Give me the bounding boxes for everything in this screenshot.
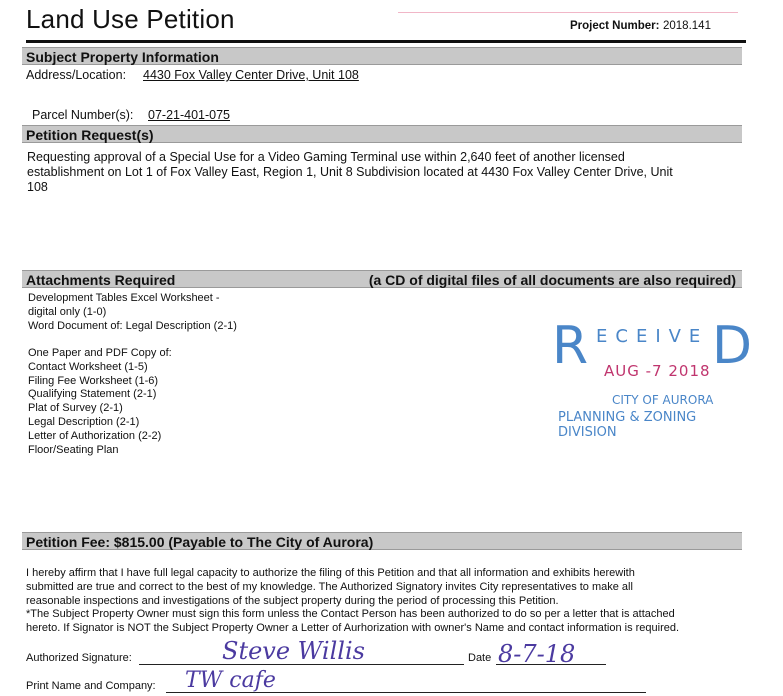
section-heading: Petition Request(s) [26,127,154,143]
list-item: One Paper and PDF Copy of: [28,347,172,359]
parcel-value: 07-21-401-075 [148,108,231,122]
text-line: hereto. If Signator is NOT the Subject Property Owner a Letter of Aurhorization with owner's Name and contact information is required. [26,622,680,635]
top-decorative-line [398,12,738,13]
text-line: reasonable inspections and investigations of the subject property during the period of processing this Petition. [26,594,559,607]
affirmation-text [26,567,679,636]
section-petition-fee [22,532,742,550]
stamp-letter-r: R [552,316,589,376]
list-item: Contact Worksheet (1-5) [28,360,148,373]
stamp-middle-text: ECEIVE [596,326,709,347]
list-item: Letter of Authorization (2-2) [28,429,162,442]
project-number-value: 2018.141 [663,20,711,32]
text-line: submitted are true and correct to the best of my knowledge. The Authorized Signatory invites City representatives to make all [26,580,633,593]
list-item: Plat of Survey (2-1) [28,402,123,415]
address-value: 4430 Fox Valley Center Drive, Unit 108 [143,68,359,82]
section-subject-property [22,47,742,65]
date-label: Date [468,652,492,664]
print-name-label: Print Name and Company: [26,680,156,692]
stamp-letter-d: D [712,316,753,376]
text-line: establishment on Lot 1 of Fox Valley East, Region 1, Unit 8 Subdivision located at 4430 Fox Valley Center Drive, Unit [27,165,673,179]
list-item: Filing Fee Worksheet (1-6) [28,374,159,387]
signature-label: Authorized Signature: [26,652,132,664]
received-stamp [552,316,753,440]
text-line: I hereby affirm that I have full legal capacity to authorize the filing of this Petition and that all information and exhibits herewith [26,567,635,579]
project-number-label: Project Number: [570,20,660,32]
parcel-label: Parcel Number(s): [32,108,134,122]
signature-handwriting: Steve Willis [222,637,365,665]
petition-request-text [27,150,673,195]
text-line: *The Subject Property Owner must sign this form unless the Contact Person has been authorized to do so per a letter that is attached [26,608,675,621]
page-title: Land Use Petition [26,4,235,34]
print-name-handwriting: TW cafe [185,668,276,693]
list-item: Development Tables Excel Worksheet - [28,292,220,304]
fee-heading: Petition Fee: $815.00 (Payable to The City of Aurora) [26,534,374,550]
list-item: digital only (1-0) [28,305,107,318]
text-line: Requesting approval of a Special Use for a Video Gaming Terminal use within 2,640 feet of another licensed [27,150,625,164]
attachments-list-a [28,292,237,333]
stamp-city: CITY OF AURORA [612,393,714,407]
date-handwriting: 8-7-18 [498,640,576,668]
stamp-date: AUG -7 2018 [604,362,711,380]
list-item: Qualifying Statement (2-1) [28,388,157,401]
list-item: Word Document of: Legal Description (2-1) [28,319,237,332]
stamp-division: PLANNING & ZONING DIVISION [558,410,697,440]
address-label: Address/Location: [26,68,127,82]
title-rule [26,40,746,43]
attachments-note: (a CD of digital files of all documents are also required) [368,272,736,288]
section-heading: Subject Property Information [26,49,219,65]
section-heading: Attachments Required [26,272,176,288]
section-attachments [22,270,742,288]
attachments-list-b [28,347,172,457]
section-petition-request [22,125,742,143]
list-item: Legal Description (2-1) [28,415,140,428]
list-item: Floor/Seating Plan [28,443,119,456]
text-line: 108 [27,180,48,194]
